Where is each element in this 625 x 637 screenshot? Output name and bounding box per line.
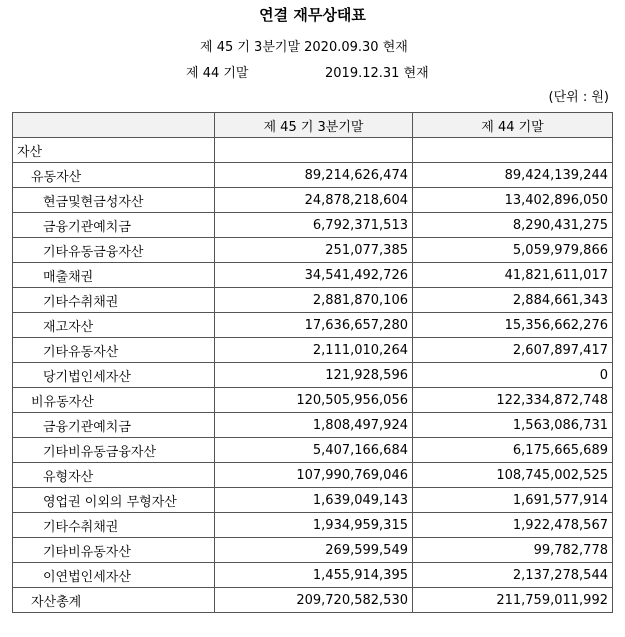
table-row xyxy=(13,338,613,363)
value-prior: 1,922,478,567 xyxy=(413,513,613,538)
value-prior: 13,402,896,050 xyxy=(413,188,613,213)
table-row xyxy=(13,363,613,388)
statement-title: 연결 재무상태표 xyxy=(259,6,366,24)
value-prior: 211,759,011,992 xyxy=(413,588,613,613)
table-row xyxy=(13,563,613,588)
value-current: 1,455,914,395 xyxy=(215,563,413,588)
table-header-row xyxy=(13,113,613,138)
table-row xyxy=(13,188,613,213)
value-prior: 122,334,872,748 xyxy=(413,388,613,413)
table-row xyxy=(13,488,613,513)
prior-period-label: 제 44 기말 xyxy=(186,66,249,81)
value-current: 209,720,582,530 xyxy=(215,588,413,613)
row-label: 자산총계 xyxy=(13,588,215,613)
row-label: 현금및현금성자산 xyxy=(13,188,215,213)
value-current: 24,878,218,604 xyxy=(215,188,413,213)
value-prior: 89,424,139,244 xyxy=(413,163,613,188)
row-label: 이연법인세자산 xyxy=(13,563,215,588)
value-prior: 8,290,431,275 xyxy=(413,213,613,238)
value-prior: 2,884,661,343 xyxy=(413,288,613,313)
value-prior: 2,607,897,417 xyxy=(413,338,613,363)
row-label: 기타비유동금융자산 xyxy=(13,438,215,463)
table-row xyxy=(13,313,613,338)
value-prior: 5,059,979,866 xyxy=(413,238,613,263)
table-row xyxy=(13,238,613,263)
row-label: 기타수취채권 xyxy=(13,288,215,313)
value-prior: 108,745,002,525 xyxy=(413,463,613,488)
unit-label: (단위 : 원) xyxy=(548,90,609,105)
value-current: 1,934,959,315 xyxy=(215,513,413,538)
value-current: 107,990,769,046 xyxy=(215,463,413,488)
value-current: 17,636,657,280 xyxy=(215,313,413,338)
table-body xyxy=(13,138,613,613)
value-prior: 15,356,662,276 xyxy=(413,313,613,338)
value-current: 1,808,497,924 xyxy=(215,413,413,438)
table-row xyxy=(13,588,613,613)
current-period: 제 45 기 3분기말 2020.09.30 현재 xyxy=(200,40,408,55)
value-current: 1,639,049,143 xyxy=(215,488,413,513)
column-header-item xyxy=(13,113,215,138)
row-label: 재고자산 xyxy=(13,313,215,338)
table-row xyxy=(13,263,613,288)
value-prior: 0 xyxy=(413,363,613,388)
value-current: 2,881,870,106 xyxy=(215,288,413,313)
table-row xyxy=(13,288,613,313)
table-row xyxy=(13,413,613,438)
row-label: 비유동자산 xyxy=(13,388,215,413)
balance-sheet-table xyxy=(12,112,613,613)
value-prior: 1,691,577,914 xyxy=(413,488,613,513)
column-header-current: 제 45 기 3분기말 xyxy=(215,113,413,138)
value-current: 251,077,385 xyxy=(215,238,413,263)
table-row xyxy=(13,213,613,238)
row-label: 기타유동금융자산 xyxy=(13,238,215,263)
prior-period-date: 2019.12.31 현재 xyxy=(325,66,429,81)
table-row xyxy=(13,463,613,488)
row-label: 금융기관예치금 xyxy=(13,213,215,238)
value-current: 89,214,626,474 xyxy=(215,163,413,188)
value-current: 120,505,956,056 xyxy=(215,388,413,413)
table-row xyxy=(13,163,613,188)
table-row xyxy=(13,138,613,163)
value-current: 5,407,166,684 xyxy=(215,438,413,463)
row-label: 기타비유동자산 xyxy=(13,538,215,563)
row-label: 기타유동자산 xyxy=(13,338,215,363)
table-row xyxy=(13,388,613,413)
row-label: 금융기관예치금 xyxy=(13,413,215,438)
row-label: 유형자산 xyxy=(13,463,215,488)
value-prior: 99,782,778 xyxy=(413,538,613,563)
row-label: 자산 xyxy=(13,138,215,163)
table-row xyxy=(13,538,613,563)
value-prior xyxy=(413,138,613,163)
value-current: 6,792,371,513 xyxy=(215,213,413,238)
value-prior: 41,821,611,017 xyxy=(413,263,613,288)
row-label: 유동자산 xyxy=(13,163,215,188)
table-row xyxy=(13,438,613,463)
value-prior: 1,563,086,731 xyxy=(413,413,613,438)
value-current: 2,111,010,264 xyxy=(215,338,413,363)
row-label: 영업권 이외의 무형자산 xyxy=(13,488,215,513)
row-label: 당기법인세자산 xyxy=(13,363,215,388)
column-header-prior: 제 44 기말 xyxy=(413,113,613,138)
value-prior: 6,175,665,689 xyxy=(413,438,613,463)
value-current xyxy=(215,138,413,163)
value-current: 121,928,596 xyxy=(215,363,413,388)
value-current: 269,599,549 xyxy=(215,538,413,563)
value-prior: 2,137,278,544 xyxy=(413,563,613,588)
table-row xyxy=(13,513,613,538)
row-label: 기타수취채권 xyxy=(13,513,215,538)
value-current: 34,541,492,726 xyxy=(215,263,413,288)
row-label: 매출채권 xyxy=(13,263,215,288)
